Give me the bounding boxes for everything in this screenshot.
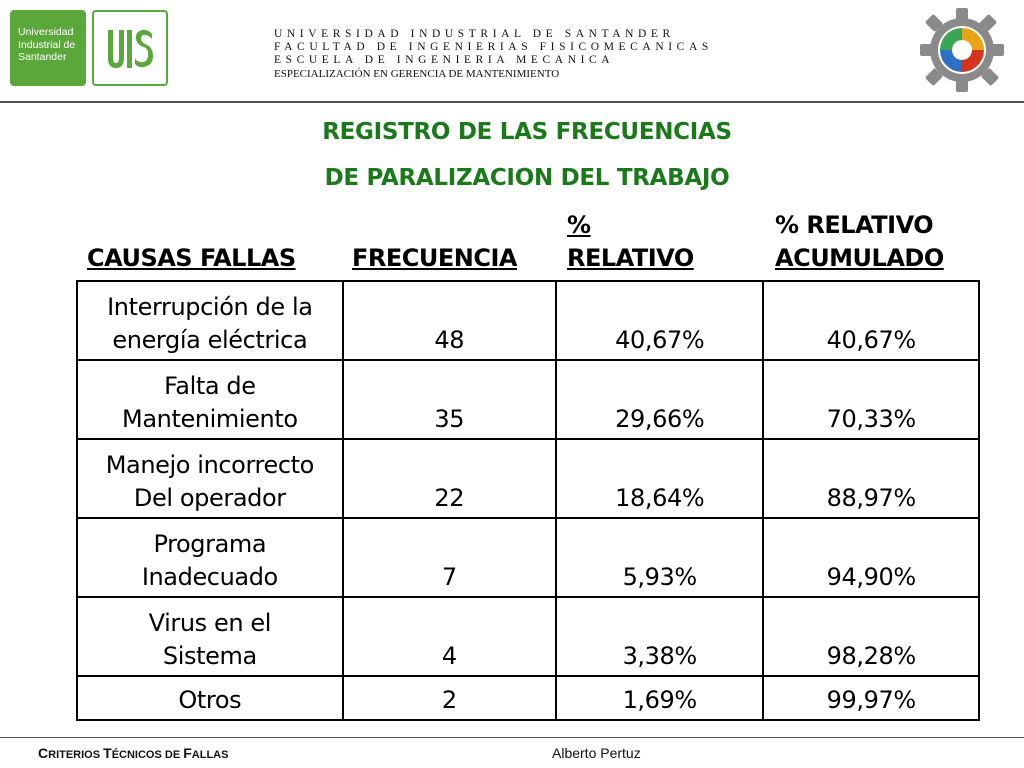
cause-line: Manejo incorrecto <box>105 451 314 479</box>
cause-cell <box>77 360 343 439</box>
frequency-cell: 48 <box>343 281 556 360</box>
relative-cell: 29,66% <box>556 360 764 439</box>
footer-smallcaps: RITERIOS <box>48 749 104 761</box>
table-row <box>77 360 979 439</box>
cause-cell <box>77 518 343 597</box>
frequency-cell: 22 <box>343 439 556 518</box>
gear-logo-icon <box>916 4 1008 96</box>
frequency-cell: 4 <box>343 597 556 676</box>
cause-cell <box>77 597 343 676</box>
university-logo-line: Universidad <box>18 26 74 38</box>
program-line: ESPECIALIZACIÓN EN GERENCIA DE MANTENIMIENTO <box>274 67 560 80</box>
cause-line: Mantenimiento <box>122 405 298 433</box>
cause-line: Inadecuado <box>141 563 278 591</box>
frequency-cell: 2 <box>343 676 556 720</box>
cumulative-cell: 70,33% <box>763 360 979 439</box>
footer-initial: T <box>103 745 112 761</box>
frequency-cell: 35 <box>343 360 556 439</box>
header-divider <box>0 101 1024 103</box>
cause-cell: Otros <box>77 676 343 720</box>
cause-line: Programa <box>153 530 267 558</box>
cause-line: Virus en el <box>148 609 272 637</box>
column-header-acumulado <box>775 209 944 275</box>
relative-cell: 3,38% <box>556 597 764 676</box>
institution-line: ESCUELA DE INGENIERIA MECANICA <box>274 54 615 67</box>
footer-author: Alberto Pertuz <box>552 745 641 761</box>
relative-cell: 40,67% <box>556 281 764 360</box>
footer-divider <box>0 737 1024 738</box>
table-row <box>77 518 979 597</box>
cumulative-cell: 94,90% <box>763 518 979 597</box>
university-logo-line: Santander <box>18 51 67 63</box>
footer-initial: F <box>183 745 192 761</box>
university-logo <box>10 10 86 86</box>
uis-logo-mark <box>94 12 166 84</box>
frequency-cell: 7 <box>343 518 556 597</box>
page-title-line-2: DE PARALIZACION DEL TRABAJO <box>324 165 730 191</box>
table-row <box>77 439 979 518</box>
uis-logo <box>92 10 168 86</box>
column-header-causas: CAUSAS FALLAS <box>87 244 296 272</box>
table-row <box>77 676 979 720</box>
table-row <box>77 597 979 676</box>
footer-smallcaps: ALLAS <box>191 749 229 761</box>
relative-cell: 1,69% <box>556 676 764 720</box>
cause-line: Sistema <box>162 642 257 670</box>
cause-line: energía eléctrica <box>112 326 308 354</box>
footer-smallcaps: ÉCNICOS DE <box>111 749 184 761</box>
cause-cell <box>77 439 343 518</box>
cumulative-cell: 88,97% <box>763 439 979 518</box>
page-title-line-1: REGISTRO DE LAS FRECUENCIAS <box>322 119 732 145</box>
cause-line: Falta de <box>164 372 256 400</box>
university-logo-line: Industrial de <box>18 38 76 51</box>
table-row <box>77 281 979 360</box>
cause-cell <box>77 281 343 360</box>
column-header-frecuencia: FRECUENCIA <box>352 244 517 272</box>
institution-header <box>274 28 713 81</box>
footer-course-title <box>38 745 228 761</box>
cause-line: Interrupción de la <box>107 293 313 321</box>
footer-initial: C <box>38 745 49 761</box>
institution-line: FACULTAD DE INGENIERIAS FISICOMECANICAS <box>274 41 713 54</box>
frequency-table <box>76 280 980 721</box>
relative-cell: 5,93% <box>556 518 764 597</box>
cumulative-cell: 99,97% <box>763 676 979 720</box>
institution-line: UNIVERSIDAD INDUSTRIAL DE SANTANDER <box>274 28 675 40</box>
cumulative-cell: 98,28% <box>763 597 979 676</box>
column-header-relativo-line: RELATIVO <box>567 244 694 272</box>
column-header-relativo <box>567 209 694 275</box>
cumulative-cell: 40,67% <box>763 281 979 360</box>
column-header-acumulado-line: ACUMULADO <box>775 244 944 272</box>
column-header-acumulado-line: % RELATIVO <box>775 211 934 239</box>
relative-cell: 18,64% <box>556 439 764 518</box>
cause-line: Del operador <box>133 484 286 512</box>
column-header-relativo-line: % <box>567 211 591 239</box>
